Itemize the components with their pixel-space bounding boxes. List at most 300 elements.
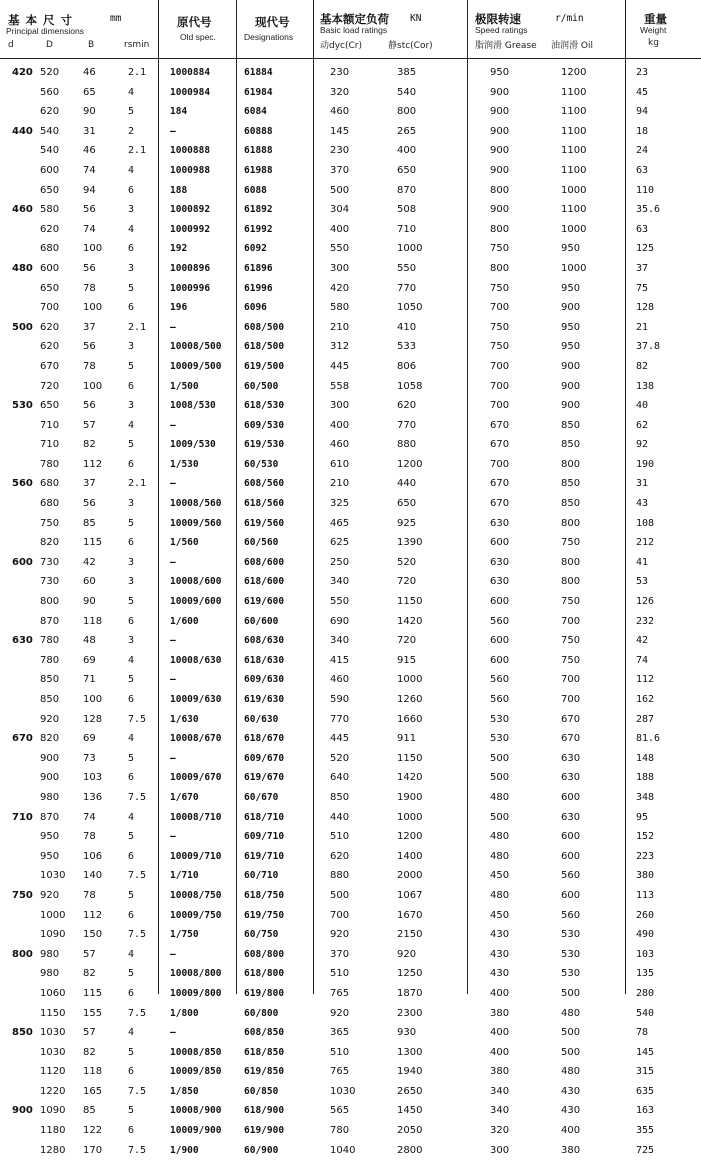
designation-cell: 609/530 <box>244 419 285 431</box>
width-B-cell: 122 <box>83 1125 103 1137</box>
speed-oil-cell: 700 <box>561 674 581 686</box>
outer-D-cell: 580 <box>40 204 60 216</box>
width-B-cell: 82 <box>83 968 96 980</box>
weight-cell: 380 <box>636 870 655 882</box>
width-B-cell: 128 <box>83 713 103 725</box>
speed-grease-cell: 380 <box>490 1066 510 1078</box>
table-body <box>0 63 701 1160</box>
outer-D-cell: 1060 <box>40 987 66 999</box>
speed-oil-cell: 700 <box>561 615 581 627</box>
static-load-cell: 1000 <box>397 811 423 823</box>
old-spec-cell: 1/630 <box>170 713 199 725</box>
designation-cell: 618/750 <box>244 889 285 901</box>
outer-D-cell: 820 <box>40 733 60 745</box>
width-B-cell: 118 <box>83 1066 103 1078</box>
weight-cell: 35.6 <box>636 204 661 216</box>
outer-D-cell: 1030 <box>40 1046 66 1058</box>
speed-grease-cell: 560 <box>490 674 510 686</box>
width-B-cell: 115 <box>83 537 103 549</box>
table-row <box>0 553 701 573</box>
width-B-cell: 65 <box>83 86 96 98</box>
designation-cell: 619/670 <box>244 772 285 784</box>
radius-r-cell: 6 <box>128 380 135 392</box>
table-row <box>0 827 701 847</box>
designation-cell: 60/900 <box>244 1144 279 1156</box>
width-B-cell: 57 <box>83 1027 96 1039</box>
speed-oil-cell: 1000 <box>561 223 587 235</box>
old-spec-cell: 1/560 <box>170 537 199 549</box>
dynamic-load-cell: 690 <box>330 615 350 627</box>
dynamic-load-cell: 230 <box>330 145 350 157</box>
radius-r-cell: 3 <box>128 498 135 510</box>
designation-cell: 619/500 <box>244 360 285 372</box>
radius-r-cell: 5 <box>128 517 135 529</box>
radius-r-cell: 6 <box>128 909 135 921</box>
static-load-cell: 2800 <box>397 1144 423 1156</box>
speed-oil-cell: 630 <box>561 811 581 823</box>
dynamic-load-cell: 558 <box>330 380 350 392</box>
width-B-cell: 100 <box>83 302 103 314</box>
width-B-cell: 118 <box>83 615 103 627</box>
old-spec-cell: – <box>170 321 176 333</box>
width-B-cell: 170 <box>83 1144 103 1156</box>
static-load-cell: 2150 <box>397 929 423 941</box>
dynamic-load-cell: 440 <box>330 811 350 823</box>
speed-oil-cell: 480 <box>561 1007 581 1019</box>
dynamic-load-cell: 304 <box>330 204 350 216</box>
speed-oil-cell: 950 <box>561 243 581 255</box>
table-row <box>0 1023 701 1043</box>
radius-r-cell: 6 <box>128 1066 135 1078</box>
static-load-cell: 1420 <box>397 772 423 784</box>
table-row <box>0 808 701 828</box>
speed-oil-cell: 630 <box>561 752 581 764</box>
weight-cell: 41 <box>636 556 649 568</box>
static-load-cell: 925 <box>397 517 417 529</box>
weight-cell: 223 <box>636 850 655 862</box>
radius-r-cell: 4 <box>128 811 135 823</box>
dynamic-load-cell: 625 <box>330 537 350 549</box>
designation-cell: 61888 <box>244 145 273 157</box>
old-spec-cell: 10008/800 <box>170 968 222 980</box>
old-spec-cell: 10009/500 <box>170 360 222 372</box>
outer-D-cell: 1280 <box>40 1144 66 1156</box>
speed-grease-cell: 630 <box>490 556 510 568</box>
speed-grease-cell: 700 <box>490 360 510 372</box>
weight-cell: 62 <box>636 419 649 431</box>
designation-cell: 6084 <box>244 106 267 118</box>
static-load-cell: 533 <box>397 341 417 353</box>
speed-grease-cell: 430 <box>490 929 510 941</box>
designation-cell: 61896 <box>244 262 273 274</box>
old-spec-cell: 1/530 <box>170 458 199 470</box>
static-load-cell: 1300 <box>397 1046 423 1058</box>
dynamic-load-cell: 312 <box>330 341 350 353</box>
table-row <box>0 906 701 926</box>
speed-oil-cell: 950 <box>561 341 581 353</box>
static-load-cell: 720 <box>397 635 417 647</box>
radius-r-cell: 5 <box>128 360 135 372</box>
old-spec-cell: 1000988 <box>170 164 211 176</box>
speed-grease-cell: 900 <box>490 145 510 157</box>
width-B-cell: 46 <box>83 145 96 157</box>
radius-r-cell: 2.1 <box>128 145 147 157</box>
designation-cell: 60/560 <box>244 537 279 549</box>
speed-ratings-unit: r/min <box>555 13 584 24</box>
table-row <box>0 788 701 808</box>
designation-title-en: Designations <box>244 32 294 42</box>
bore-d-cell: 460 <box>12 204 33 216</box>
outer-D-cell: 750 <box>40 517 60 529</box>
dynamic-load-cell: 590 <box>330 694 350 705</box>
table-row <box>0 239 701 259</box>
weight-cell: 75 <box>636 282 649 294</box>
width-B-cell: 48 <box>83 635 96 647</box>
speed-oil-cell: 530 <box>561 968 581 980</box>
old-spec-cell: 10009/600 <box>170 596 222 608</box>
outer-D-cell: 780 <box>40 635 60 647</box>
designation-cell: 619/800 <box>244 987 285 999</box>
speed-grease-cell: 400 <box>490 1046 510 1058</box>
outer-D-cell: 950 <box>40 831 60 843</box>
designation-cell: 608/800 <box>244 948 285 960</box>
bore-d-cell: 420 <box>12 67 33 78</box>
width-B-cell: 69 <box>83 733 96 745</box>
speed-grease-cell: 900 <box>490 106 510 118</box>
weight-cell: 53 <box>636 576 649 588</box>
radius-r-cell: 5 <box>128 968 135 980</box>
table-row <box>0 259 701 279</box>
speed-grease-cell: 400 <box>490 1027 510 1039</box>
outer-D-cell: 1120 <box>40 1066 66 1078</box>
designation-cell: 618/500 <box>244 341 285 353</box>
weight-cell: 37 <box>636 262 649 274</box>
static-load-cell: 1260 <box>397 694 423 705</box>
designation-cell: 619/750 <box>244 909 285 921</box>
outer-D-cell: 980 <box>40 968 60 980</box>
radius-r-cell: 5 <box>128 439 135 451</box>
radius-r-cell: 7.5 <box>128 1144 147 1156</box>
width-B-cell: 103 <box>83 772 103 784</box>
weight-cell: 148 <box>636 752 655 764</box>
radius-r-cell: 6 <box>128 458 135 470</box>
speed-grease-cell: 900 <box>490 204 510 216</box>
speed-oil-cell: 1100 <box>561 86 587 98</box>
static-load-cell: 800 <box>397 106 417 118</box>
weight-cell: 162 <box>636 694 655 705</box>
radius-r-cell: 4 <box>128 419 135 431</box>
weight-cell: 635 <box>636 1085 655 1097</box>
radius-r-cell: 3 <box>128 204 135 216</box>
old-spec-cell: 10008/670 <box>170 733 222 745</box>
dynamic-load-cell: 300 <box>330 262 350 274</box>
designation-cell: 60/670 <box>244 791 279 803</box>
weight-cell: 45 <box>636 86 649 98</box>
outer-D-cell: 730 <box>40 576 60 588</box>
dynamic-load-cell: 370 <box>330 948 350 960</box>
static-load-cell: 1150 <box>397 596 423 608</box>
speed-oil-cell: 750 <box>561 654 581 666</box>
speed-oil-cell: 800 <box>561 517 581 529</box>
designation-cell: 608/600 <box>244 556 285 568</box>
designation-cell: 60888 <box>244 125 273 137</box>
dynamic-load-cell: 780 <box>330 1125 350 1137</box>
static-load-cell: 930 <box>397 1027 417 1039</box>
table-row <box>0 514 701 534</box>
table-row <box>0 494 701 514</box>
designation-cell: 6088 <box>244 184 267 196</box>
width-B-cell: 56 <box>83 341 96 353</box>
old-spec-cell: 1/670 <box>170 791 199 803</box>
speed-oil-cell: 900 <box>561 302 581 314</box>
static-load-cell: 1000 <box>397 243 423 255</box>
old-spec-cell: 192 <box>170 243 188 255</box>
outer-D-cell: 850 <box>40 694 60 705</box>
static-load-cell: 806 <box>397 360 417 372</box>
dynamic-load-cell: 415 <box>330 654 350 666</box>
designation-cell: 608/850 <box>244 1027 285 1039</box>
radius-r-cell: 7.5 <box>128 1085 147 1097</box>
static-load-cell: 770 <box>397 282 417 294</box>
outer-D-cell: 680 <box>40 478 60 490</box>
designation-cell: 61992 <box>244 223 273 235</box>
dynamic-load-cell: 145 <box>330 125 350 137</box>
designation-cell: 619/530 <box>244 439 285 451</box>
width-B-cell: 56 <box>83 498 96 510</box>
speed-oil-cell: 1000 <box>561 262 587 274</box>
speed-oil-cell: 1100 <box>561 204 587 216</box>
speed-oil-cell: 1100 <box>561 125 587 137</box>
dynamic-load-cell: 325 <box>330 498 350 510</box>
old-spec-cell: – <box>170 1027 176 1039</box>
radius-r-cell: 2 <box>128 125 135 137</box>
width-B-cell: 56 <box>83 204 96 216</box>
radius-r-cell: 5 <box>128 831 135 843</box>
old-spec-cell: 1/500 <box>170 380 199 392</box>
outer-D-cell: 980 <box>40 948 60 960</box>
static-load-cell: 540 <box>397 86 417 98</box>
outer-D-cell: 820 <box>40 537 60 549</box>
static-load-cell: 915 <box>397 654 417 666</box>
bore-d-cell: 710 <box>12 811 33 823</box>
weight-cell: 92 <box>636 439 649 451</box>
radius-r-cell: 5 <box>128 674 135 686</box>
outer-D-cell: 1220 <box>40 1085 66 1097</box>
width-B-cell: 71 <box>83 674 96 686</box>
table-row <box>0 435 701 455</box>
speed-oil-cell: 1000 <box>561 184 587 196</box>
speed-oil-cell: 750 <box>561 537 581 549</box>
outer-D-cell: 620 <box>40 321 60 333</box>
designation-cell: 618/670 <box>244 733 285 745</box>
static-load-cell: 2000 <box>397 870 423 882</box>
weight-cell: 81.6 <box>636 733 661 745</box>
designation-cell: 61892 <box>244 204 273 216</box>
speed-oil-cell: 1100 <box>561 106 587 118</box>
old-spec-cell: 188 <box>170 184 188 196</box>
static-load-cell: 650 <box>397 164 417 176</box>
table-row <box>0 886 701 906</box>
speed-grease-cell: 480 <box>490 850 510 862</box>
weight-cell: 78 <box>636 1027 649 1039</box>
weight-cell: 135 <box>636 968 655 980</box>
speed-grease-cell: 450 <box>490 870 510 882</box>
speed-oil-cell: 430 <box>561 1105 581 1117</box>
weight-cell: 82 <box>636 360 649 372</box>
speed-oil-cell: 600 <box>561 831 581 843</box>
radius-r-cell: 3 <box>128 400 135 412</box>
outer-D-cell: 1000 <box>40 909 66 921</box>
designation-cell: 618/630 <box>244 654 285 666</box>
static-load-cell: 508 <box>397 204 417 216</box>
weight-unit: kg <box>648 38 659 48</box>
static-load-cell: 400 <box>397 145 417 157</box>
speed-grease-cell: 320 <box>490 1125 510 1137</box>
dynamic-load-cell: 460 <box>330 674 350 686</box>
designation-cell: 60/530 <box>244 458 279 470</box>
designation-cell: 6096 <box>244 302 267 314</box>
radius-r-cell: 3 <box>128 556 135 568</box>
table-row <box>0 1004 701 1024</box>
static-load-cell: 1660 <box>397 713 423 725</box>
load-ratings-title: 基本额定负荷 <box>320 12 389 26</box>
radius-r-cell: 7.5 <box>128 929 147 941</box>
static-load-cell: 710 <box>397 223 417 235</box>
table-row <box>0 181 701 201</box>
dynamic-load-cell: 850 <box>330 791 350 803</box>
radius-r-cell: 4 <box>128 948 135 960</box>
outer-D-cell: 920 <box>40 713 60 725</box>
weight-cell: 287 <box>636 713 655 725</box>
radius-r-cell: 3 <box>128 576 135 588</box>
static-load-cell: 1050 <box>397 302 423 314</box>
old-spec-cell: 10009/670 <box>170 772 222 784</box>
dynamic-load-cell: 500 <box>330 889 350 901</box>
weight-cell: 725 <box>636 1144 655 1156</box>
speed-grease-cell: 670 <box>490 478 510 490</box>
speed-oil-cell: 1100 <box>561 164 587 176</box>
width-B-cell: 56 <box>83 262 96 274</box>
radius-r-cell: 5 <box>128 596 135 608</box>
weight-cell: 260 <box>636 909 655 921</box>
designation-cell: 619/850 <box>244 1066 285 1078</box>
table-row <box>0 279 701 299</box>
weight-cell: 490 <box>636 929 655 941</box>
radius-r-cell: 2.1 <box>128 321 147 333</box>
table-row <box>0 710 701 730</box>
outer-D-cell: 800 <box>40 596 60 608</box>
width-B-cell: 37 <box>83 478 96 490</box>
width-B-cell: 100 <box>83 694 103 705</box>
dims-title: 基 本 尺 寸 <box>8 13 74 27</box>
weight-cell: 190 <box>636 458 655 470</box>
table-row <box>0 455 701 475</box>
weight-cell: 540 <box>636 1007 655 1019</box>
speed-grease-cell: 750 <box>490 341 510 353</box>
designation-cell: 60/800 <box>244 1007 279 1019</box>
outer-D-cell: 850 <box>40 674 60 686</box>
bore-d-cell: 750 <box>12 889 33 901</box>
speed-grease-cell: 670 <box>490 498 510 510</box>
static-load-cell: 920 <box>397 948 417 960</box>
speed-oil-cell: 530 <box>561 948 581 960</box>
width-B-cell: 37 <box>83 321 96 333</box>
speed-oil-cell: 670 <box>561 713 581 725</box>
weight-cell: 212 <box>636 537 655 549</box>
radius-r-cell: 6 <box>128 243 135 255</box>
outer-D-cell: 600 <box>40 164 60 176</box>
width-B-cell: 106 <box>83 850 103 862</box>
dims-title-en: Principal dimensions <box>6 26 84 36</box>
outer-D-cell: 1090 <box>40 929 66 941</box>
old-spec-cell: 10009/630 <box>170 694 222 705</box>
width-B-cell: 78 <box>83 282 96 294</box>
speed-grease-cell: 480 <box>490 889 510 901</box>
speed-grease-cell: 400 <box>490 987 510 999</box>
old-spec-cell: 1000984 <box>170 86 211 98</box>
dynamic-load-cell: 460 <box>330 439 350 451</box>
designation-cell: 60/750 <box>244 929 279 941</box>
speed-oil-cell: 800 <box>561 556 581 568</box>
weight-cell: 188 <box>636 772 655 784</box>
width-B-cell: 115 <box>83 987 103 999</box>
static-load-cell: 1000 <box>397 674 423 686</box>
speed-oil-cell: 900 <box>561 360 581 372</box>
bore-d-cell: 560 <box>12 478 33 490</box>
old-spec-cell: 10009/900 <box>170 1125 222 1137</box>
speed-grease-cell: 670 <box>490 419 510 431</box>
old-spec-cell: 1000892 <box>170 204 211 216</box>
outer-D-cell: 1030 <box>40 1027 66 1039</box>
speed-oil-cell: 600 <box>561 850 581 862</box>
old-spec-cell: 10009/560 <box>170 517 222 529</box>
speed-grease-cell: 800 <box>490 262 510 274</box>
radius-r-cell: 6 <box>128 987 135 999</box>
speed-grease-cell: 600 <box>490 654 510 666</box>
radius-r-cell: 6 <box>128 537 135 549</box>
outer-D-cell: 980 <box>40 791 60 803</box>
weight-cell: 145 <box>636 1046 655 1058</box>
speed-oil-cell: 850 <box>561 419 581 431</box>
designation-cell: 618/710 <box>244 811 285 823</box>
bore-d-cell: 530 <box>12 400 33 412</box>
dynamic-load-cell: 445 <box>330 360 350 372</box>
width-B-cell: 136 <box>83 791 103 803</box>
speed-grease-cell: 500 <box>490 752 510 764</box>
radius-r-cell: 6 <box>128 1125 135 1137</box>
weight-cell: 94 <box>636 106 649 118</box>
dynamic-load-cell: 520 <box>330 752 350 764</box>
designation-cell: 619/560 <box>244 517 285 529</box>
table-row <box>0 220 701 240</box>
designation-cell: 6092 <box>244 243 267 255</box>
weight-cell: 23 <box>636 67 649 78</box>
outer-D-cell: 1030 <box>40 870 66 882</box>
radius-r-cell: 6 <box>128 615 135 627</box>
weight-cell: 163 <box>636 1105 655 1117</box>
static-load-cell: 520 <box>397 556 417 568</box>
old-spec-cell: 1000884 <box>170 67 211 78</box>
bore-d-cell: 630 <box>12 635 33 647</box>
speed-oil-cell: 700 <box>561 694 581 705</box>
width-B-cell: 73 <box>83 752 96 764</box>
outer-D-cell: 720 <box>40 380 60 392</box>
speed-grease-cell: 480 <box>490 791 510 803</box>
col-B-label: B <box>88 40 95 50</box>
weight-title: 重量 <box>644 12 667 26</box>
radius-r-cell: 6 <box>128 302 135 314</box>
table-row <box>0 749 701 769</box>
